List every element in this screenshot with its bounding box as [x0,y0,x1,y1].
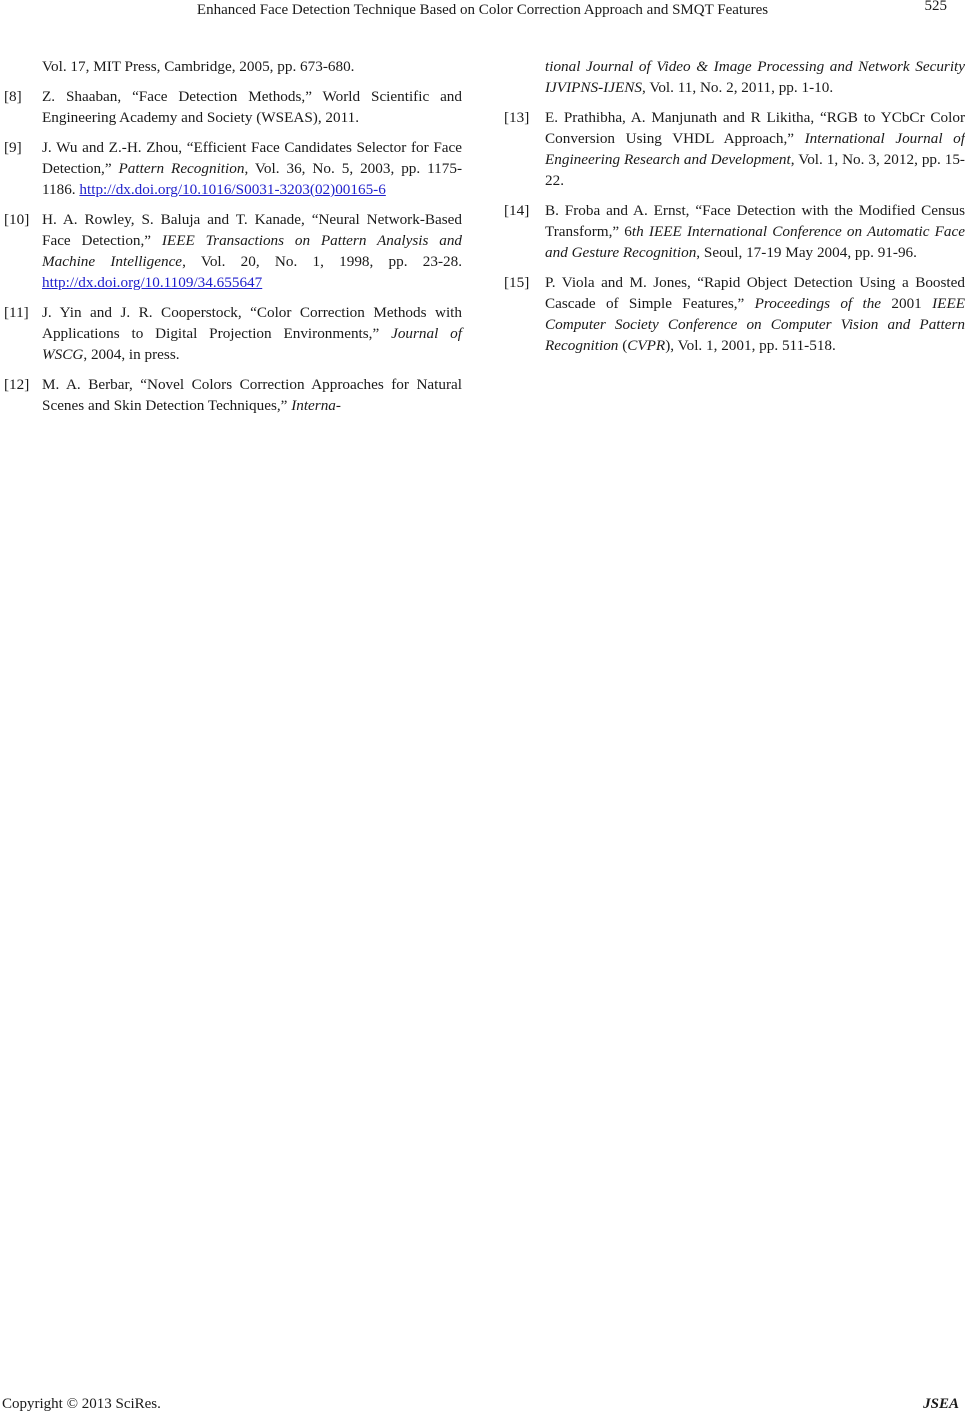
copyright-notice: Copyright © 2013 SciRes. [2,1396,161,1412]
reference-12 [4,374,462,416]
reference-number: [10] [4,211,30,228]
reference-journal: Proceedings of the [754,295,882,312]
reference-text: J. Yin and J. R. Cooperstock, “Color Correction Methods with Applications to Digital Projection Environments,” [42,304,462,342]
reference-continuation [504,56,965,98]
reference-journal: IEEE Transactions on Pattern Analysis and Machine Intelligence [42,232,463,270]
left-reference-column [4,56,462,425]
reference-14 [504,200,965,263]
reference-number: [11] [4,304,29,321]
reference-text: , Vol. 11, No. 2, 2011, pp. 1-10. [642,79,834,96]
journal-abbreviation: JSEA [923,1396,959,1412]
reference-text: M. A. Berbar, “Novel Colors Correction Approaches for Natural Scenes and Skin Detection Techniques,” [42,376,462,414]
reference-text: J. Wu and Z.-H. Zhou, “Efficient Face Candidates Selector for Face Detection,” [42,139,462,177]
reference-text: B. Froba and A. Ernst, “Face Detection with the Modified Census Transform,” 6 [545,202,965,240]
reference-journal: th IEEE International Conference on Automatic Face and Gesture Recognition [545,223,965,261]
reference-journal: Interna- [291,397,341,414]
reference-number: [15] [504,274,530,291]
reference-text: E. Prathibha, A. Manjunath and R Likitha, “RGB to YCbCr Color Conversion Using VHDL Approach,” [545,109,965,147]
reference-text: Vol. 17, MIT Press, Cambridge, 2005, pp. 673-680. [42,58,355,75]
reference-journal: IEEE Computer Society Conference on Computer Vision and Pattern Recognition [545,295,965,354]
reference-text: , Vol. 1, No. 3, 2012, pp. 15-22. [545,151,965,189]
reference-number: [13] [504,109,530,126]
reference-text: 2001 [881,295,933,312]
reference-continuation [4,56,462,77]
reference-text: ( [618,337,628,354]
reference-text: P. Viola and M. Jones, “Rapid Object Detection Using a Boosted Cascade of Simple Features,” [545,274,965,312]
reference-text: H. A. Rowley, S. Baluja and T. Kanade, “Neural Network-Based Face Detection,” [42,211,462,249]
reference-journal: International Journal of Engineering Research and Development [545,130,965,168]
reference-text: Z. Shaaban, “Face Detection Methods,” World Scientific and Engineering Academy and Society (WSEAS), 2011. [42,88,462,126]
reference-number: [9] [4,139,22,156]
reference-13 [504,107,965,191]
reference-text: , 2004, in press. [83,346,180,363]
reference-8 [4,86,462,128]
reference-number: [12] [4,376,30,393]
reference-text: ), Vol. 1, 2001, pp. 511-518. [665,337,836,354]
doi-link[interactable]: http://dx.doi.org/10.1109/34.655647 [42,274,263,291]
reference-number: [8] [4,88,22,105]
reference-journal: Journal of WSCG [42,325,462,363]
doi-link[interactable]: http://dx.doi.org/10.1016/S0031-3203(02)00165-6 [79,181,386,198]
right-reference-column [504,56,965,365]
reference-text: , Vol. 20, No. 1, 1998, pp. 23-28. [182,253,462,270]
reference-15 [504,272,965,356]
reference-text: , Seoul, 17-19 May 2004, pp. 91-96. [696,244,917,261]
reference-journal: tional Journal of Video & Image Processing and Network Security IJVIPNS-IJENS [545,58,965,96]
reference-journal: Pattern Recognition [118,160,245,177]
reference-journal: CVPR [627,337,666,354]
reference-text: , Vol. 36, No. 5, 2003, pp. 1175-1186. [42,160,462,198]
page-number: 525 [924,0,947,14]
reference-9 [4,137,462,200]
reference-number: [14] [504,202,530,219]
reference-10 [4,209,462,293]
reference-11 [4,302,462,365]
running-header-title: Enhanced Face Detection Technique Based on Color Correction Approach and SMQT Features [196,2,769,18]
